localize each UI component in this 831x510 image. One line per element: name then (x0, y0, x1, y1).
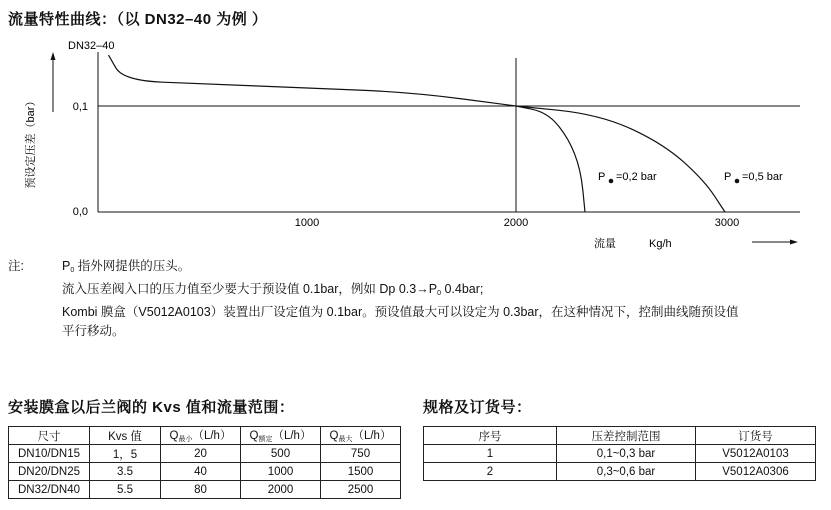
col-range: 压差控制范围 (557, 427, 696, 445)
table-row (9, 481, 401, 499)
x-axis-unit: Kg/h (649, 238, 672, 250)
cell-qmin: 20 (161, 445, 241, 463)
table-row (9, 445, 401, 463)
y-tick-label: 0,1 (72, 101, 88, 113)
annotation-value: =0,5 bar (742, 171, 783, 183)
cell-kvs: 3.5 (90, 463, 161, 481)
x-axis-label: 流量 (594, 238, 616, 250)
col-qmin: $Q_{最小}(L/h)$ (161, 427, 241, 445)
cell-qmin: 40 (161, 463, 241, 481)
cell-qmax: 750 (321, 445, 401, 463)
cell-qmax: 2500 (321, 481, 401, 499)
note-p: P (62, 259, 71, 273)
note-text: 指外网提供的压头。 (74, 259, 191, 273)
table-header-row (9, 427, 401, 445)
note-text: 流入压差阀入口的压力值至少要大于预设值 0.1bar，例如 Dp 0.3→P (62, 282, 438, 296)
order-table (423, 426, 816, 481)
notes-prefix: 注: (8, 259, 24, 273)
y-axis-label: 预设定压差（bar） (25, 95, 37, 189)
col-size: 尺寸 (9, 427, 90, 445)
annotation-value: =0,2 bar (616, 171, 657, 183)
cell-qmin: 80 (161, 481, 241, 499)
order-section-title: 规格及订货号： (423, 399, 532, 416)
col-qmax: $Q_{最大}(L/h)$ (321, 427, 401, 445)
col-qnom: $Q_{额定}(L/h)$ (241, 427, 321, 445)
annotation-p0-0-2 (598, 171, 657, 183)
cell-index: 2 (424, 463, 557, 481)
annotation-dot (609, 179, 614, 184)
table-row (424, 445, 816, 463)
note-text: 0.4bar; (440, 282, 484, 296)
cell-order-no: V5012A0103 (696, 445, 816, 463)
cell-range: 0,1~0,3 bar (557, 445, 696, 463)
note-line-1 (62, 257, 822, 280)
cell-kvs: 1，5 (90, 445, 161, 463)
series-line-preset (109, 55, 517, 106)
cell-qmax: 1500 (321, 463, 401, 481)
cell-range: 0,3~0,6 bar (557, 463, 696, 481)
cell-size: DN20/DN25 (9, 463, 90, 481)
table-header-row (424, 427, 816, 445)
cell-size: DN32/DN40 (9, 481, 90, 499)
annotation-p: P (598, 171, 606, 183)
x-tick-label: 3000 (714, 217, 740, 229)
annotation-p0-0-5 (724, 171, 783, 183)
note-line-2 (62, 280, 822, 303)
cell-qnom: 2000 (241, 481, 321, 499)
table-row (9, 463, 401, 481)
cell-index: 1 (424, 445, 557, 463)
kvs-table (8, 426, 401, 499)
y-axis-arrowhead (51, 52, 56, 60)
table-row (424, 463, 816, 481)
annotation-dot (735, 179, 740, 184)
chart-subtitle: DN32–40 (68, 40, 115, 52)
x-axis-arrowhead (790, 240, 798, 245)
page-title: 流量特性曲线：（以 DN32–40 为例 ） (8, 11, 268, 28)
note-sub: 0 (437, 290, 441, 297)
note-line-3: Kombi 膜盒（V5012A0103）装置出厂设定值为 0.1bar。预设值最大可以设定为 0.3bar，在这种情况下，控制曲线随预设值 (62, 305, 739, 319)
col-kvs: Kvs 值 (90, 427, 161, 445)
note-line-4: 平行移动。 (62, 324, 125, 338)
y-tick-label: 0,0 (72, 206, 88, 218)
note-sub: 0 (70, 267, 75, 274)
cell-qnom: 500 (241, 445, 321, 463)
cell-kvs: 5.5 (90, 481, 161, 499)
cell-order-no: V5012A0306 (696, 463, 816, 481)
series-line-p0-0-5 (516, 106, 725, 212)
notes-body (62, 257, 822, 341)
col-order-no: 订货号 (696, 427, 816, 445)
cell-size: DN10/DN15 (9, 445, 90, 463)
annotation-p: P (724, 171, 732, 183)
series-line-p0-0-2 (516, 106, 585, 212)
col-index: 序号 (424, 427, 557, 445)
cell-qnom: 1000 (241, 463, 321, 481)
flow-characteristic-chart (0, 30, 831, 260)
x-tick-label: 1000 (294, 217, 320, 229)
kvs-section-title: 安装膜盒以后兰阀的 Kvs 值和流量范围： (8, 399, 295, 416)
x-tick-label: 2000 (503, 217, 529, 229)
